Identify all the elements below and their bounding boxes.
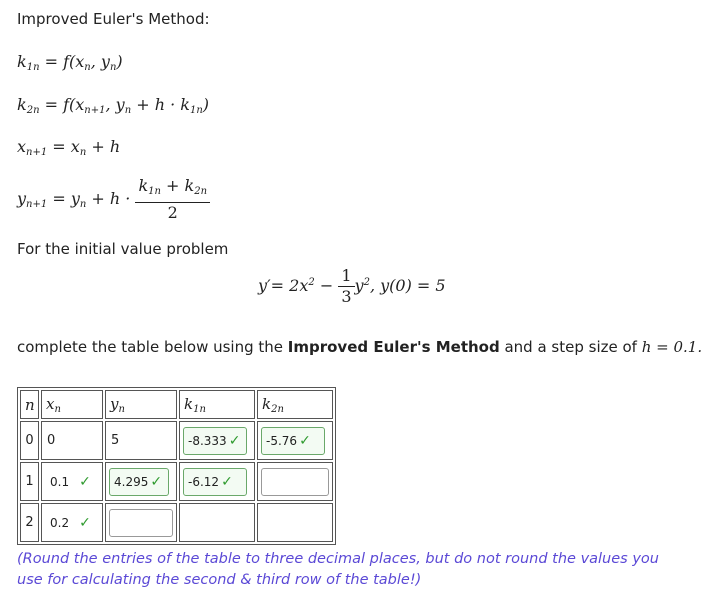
header-k1: $k_{1n}$ (179, 390, 255, 419)
check-icon: ✓ (150, 473, 163, 490)
check-icon: ✓ (79, 473, 91, 490)
answer-x-row2[interactable]: 0.2 ✓ (50, 514, 91, 531)
euler-table (17, 387, 336, 545)
ivp-equation: $y'= 2x^2$ − $\frac{1}{3}$ $y^2$, y(0) = 5 (258, 266, 446, 306)
cell-y (105, 503, 177, 542)
table-header-row (20, 390, 333, 419)
formula-x-next: $x_{n+1} = x_n + h$ (17, 137, 121, 158)
rounding-note: (Round the entries of the table to three decimal places, but do not round the values you use for calculating the second & third row of the table!) (17, 551, 659, 588)
formula-y-fraction: $\frac{k_{1n} + k_{2n}}{2}$ (135, 176, 210, 223)
check-icon: ✓ (221, 473, 233, 490)
cell-n: 1 (20, 462, 39, 501)
ivp-intro: For the initial value problem (17, 240, 229, 258)
header-n: n (20, 390, 39, 419)
formula-k2: $k_{2n} = f(x_{n+1}$, $y_n + h \cdot k_{1n}$) (17, 95, 210, 116)
cell-k1 (179, 503, 255, 542)
answer-y-row1[interactable]: 4.295 ✓ (109, 468, 169, 496)
cell-x (41, 462, 103, 501)
check-icon: ✓ (79, 514, 91, 531)
cell-k2 (257, 421, 333, 460)
formula-k1: $k_{1n} = f(x_n$, $y_n$) (17, 52, 123, 73)
cell-n: 0 (20, 421, 39, 460)
header-k2: $k_{2n}$ (257, 390, 333, 419)
input-y-row2[interactable] (109, 509, 173, 537)
cell-x: 0 (41, 421, 103, 460)
answer-k2-row0[interactable]: -5.76 ✓ (261, 427, 325, 455)
answer-k1-row0[interactable]: -8.333 ✓ (183, 427, 247, 455)
page-heading: Improved Euler's Method: (17, 10, 210, 28)
table-row (20, 503, 333, 542)
cell-n: 2 (20, 503, 39, 542)
check-icon: ✓ (228, 432, 241, 449)
input-k2-row1[interactable] (261, 468, 329, 496)
cell-k1 (179, 462, 255, 501)
cell-y (105, 462, 177, 501)
header-y: $y_n$ (105, 390, 177, 419)
answer-k1-row1[interactable]: -6.12 ✓ (183, 468, 247, 496)
table-row (20, 421, 333, 460)
cell-x (41, 503, 103, 542)
table-row (20, 462, 333, 501)
cell-k2 (257, 462, 333, 501)
cell-y: 5 (105, 421, 177, 460)
cell-k2 (257, 503, 333, 542)
check-icon: ✓ (299, 432, 311, 449)
instruction: complete the table below using the Improved Euler's Method and a step size of h = 0.1. (17, 338, 702, 356)
header-x: $x_n$ (41, 390, 103, 419)
formula-y-next: $y_{n+1} = y_n + h$ · $\frac{k_{1n} + k_{2n}}{2}$ (17, 176, 210, 223)
answer-x-row1[interactable]: 0.1 ✓ (50, 473, 91, 490)
cell-k1 (179, 421, 255, 460)
